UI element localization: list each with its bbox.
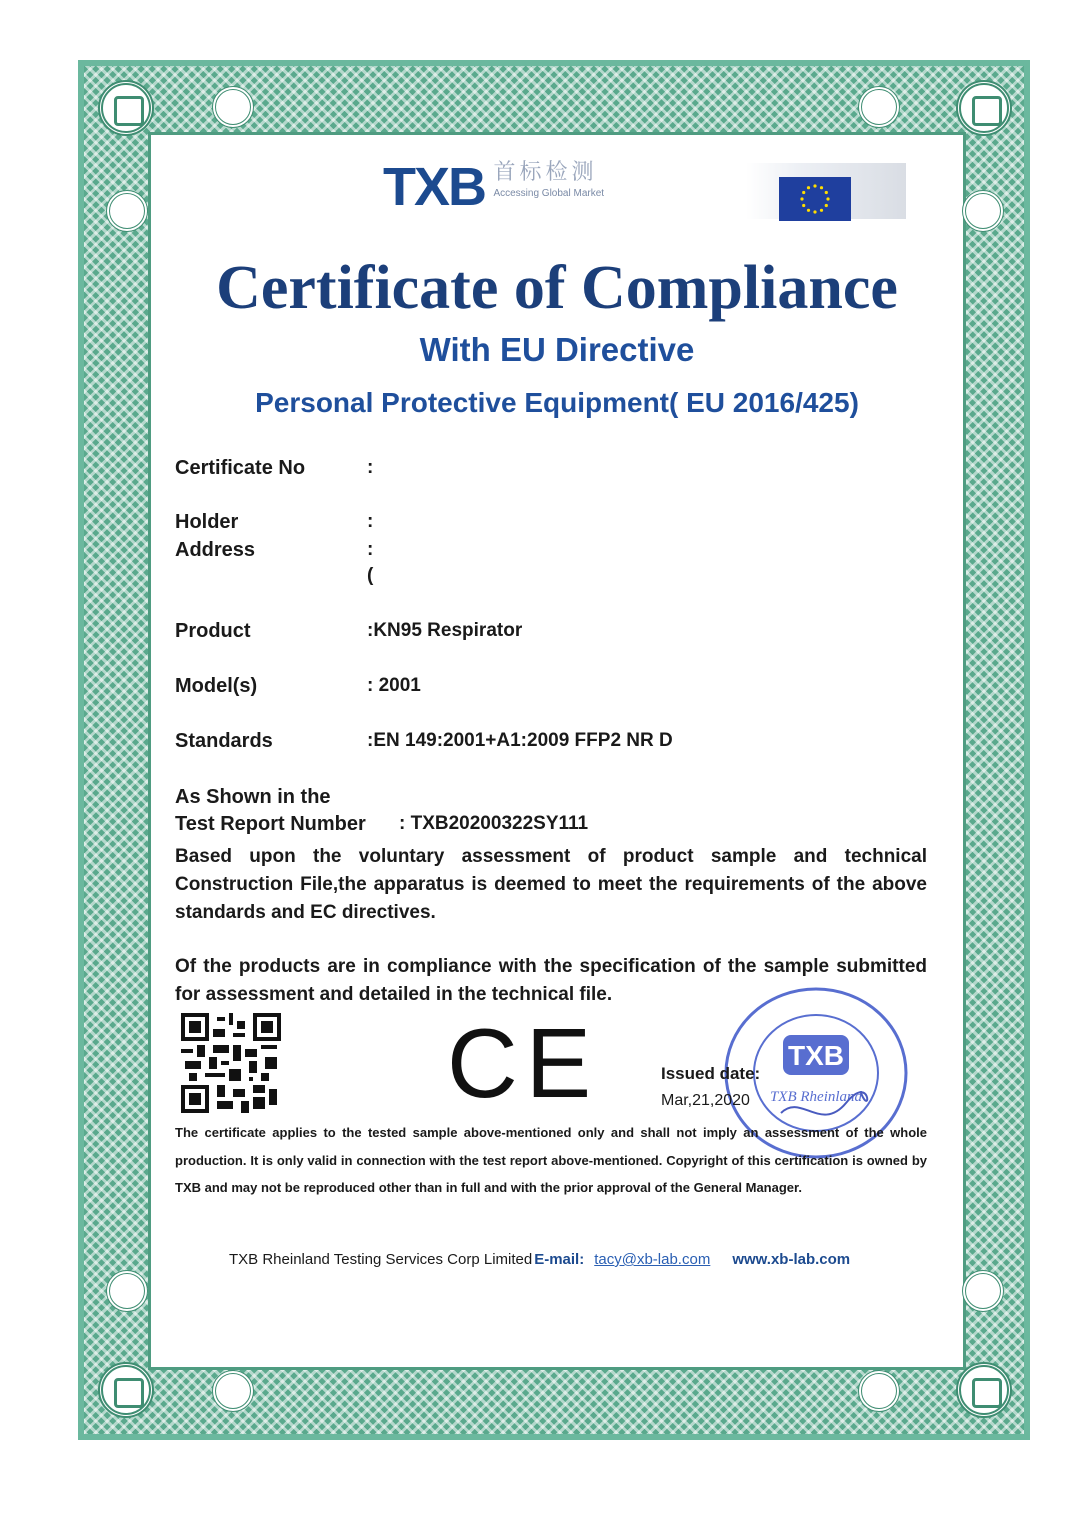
eu-flag-icon [779, 177, 851, 221]
certificate-no-value: : [367, 457, 374, 478]
logo-tagline: Accessing Global Market [493, 188, 605, 199]
issued-date-value: Mar,21,2020 [661, 1092, 750, 1109]
certificate-no-label: Certificate No [175, 457, 306, 479]
issued-date-label: Issued date: [661, 1064, 761, 1083]
address-value: : [367, 539, 374, 560]
address-label: Address [175, 539, 256, 561]
models-value: : 2001 [367, 675, 421, 696]
certificate-title: Certificate of Compliance [216, 254, 898, 322]
corner-ornament-icon [956, 80, 1012, 136]
corner-ornament-icon [956, 1362, 1012, 1418]
border-knob-icon [212, 86, 254, 128]
directive-line: Personal Protective Equipment( EU 2016/425) [255, 387, 859, 418]
report-number-value: : TXB20200322SY111 [399, 813, 589, 834]
standards-label: Standards [175, 730, 273, 752]
footer-email-link[interactable]: tacy@xb-lab.com [594, 1251, 711, 1268]
logo-text: TXB [383, 157, 485, 217]
product-value: :KN95 Respirator [367, 620, 523, 641]
border-knob-icon [106, 1270, 148, 1312]
border-knob-icon [212, 1370, 254, 1412]
standards-value: :EN 149:2001+A1:2009 FFP2 NR D [367, 730, 673, 751]
corner-ornament-icon [98, 1362, 154, 1418]
product-label: Product [175, 620, 251, 642]
address-value-line2: ( [367, 565, 374, 586]
stamp-center-text: TXB [788, 1040, 844, 1071]
models-label: Model(s) [175, 675, 258, 697]
footer-company: TXB Rheinland Testing Services Corp Limited [229, 1251, 533, 1268]
certificate-content [151, 135, 963, 1367]
ce-mark: CE [447, 1008, 600, 1118]
footer-email-label: E-mail: [534, 1251, 585, 1268]
assessment-paragraph: Based upon the voluntary assessment of product sample and technical Construction File,the apparatus is deemed to meet the requirements of the above standards and EC directives. [175, 846, 927, 923]
holder-value: : [367, 511, 374, 532]
border-knob-icon [858, 1370, 900, 1412]
footer-website-link[interactable]: www.xb-lab.com [732, 1251, 851, 1268]
txb-logo [383, 157, 604, 217]
logo-chinese-text: 首标检测 [493, 159, 598, 184]
compliance-paragraph: Of the products are in compliance with the specification of the sample submitted for assessment and detailed in the technical file. [175, 956, 927, 1005]
report-intro: As Shown in the [175, 786, 331, 808]
border-knob-icon [962, 1270, 1004, 1312]
corner-ornament-icon [98, 80, 154, 136]
border-knob-icon [858, 86, 900, 128]
border-knob-icon [106, 190, 148, 232]
qr-code-icon [181, 1013, 281, 1113]
holder-label: Holder [175, 511, 239, 533]
certificate-subtitle: With EU Directive [419, 331, 695, 368]
border-knob-icon [962, 190, 1004, 232]
footer [229, 1251, 850, 1268]
disclaimer-text: The certificate applies to the tested sample above-mentioned only and shall not imply an assessment of the whole production. It is only valid in connection with the test report above-mentioned. Copyright of this certification is owned by TXB and may not be reproduced other than in full and with the prior approval of the General Manager. [175, 1125, 927, 1195]
report-number-label: Test Report Number [175, 813, 366, 835]
stamp-sub-text: TXB Rheinland [769, 1089, 863, 1105]
